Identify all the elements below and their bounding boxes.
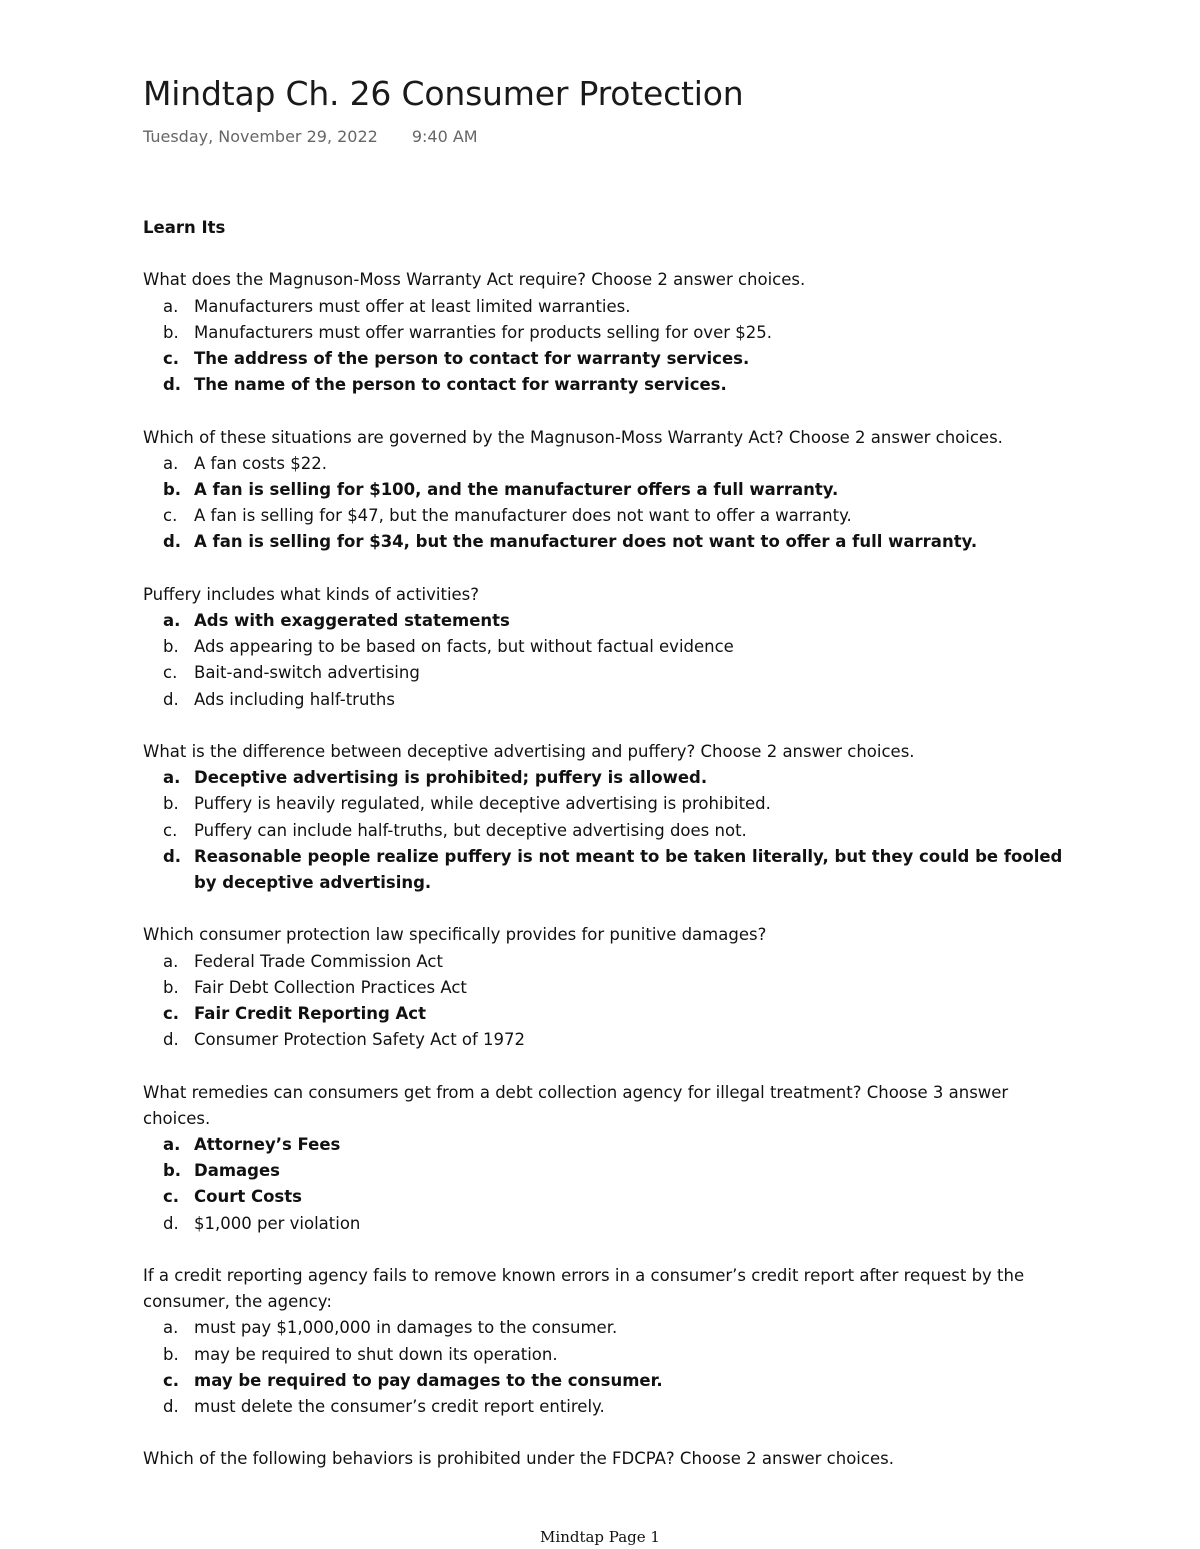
answer-option-correct xyxy=(143,1184,1063,1210)
spacer xyxy=(143,398,1063,424)
option-text: Manufacturers must offer warranties for products selling for over $25. xyxy=(194,322,772,342)
option-text: Manufacturers must offer at least limited warranties. xyxy=(194,296,631,316)
option-letter: d. xyxy=(163,846,182,866)
option-text: A fan is selling for $47, but the manufacturer does not want to offer a warranty. xyxy=(194,506,852,526)
option-text: Ads with exaggerated statements xyxy=(194,610,510,630)
option-letter: d. xyxy=(163,1397,179,1417)
answer-option-correct xyxy=(143,1132,1063,1158)
answer-option xyxy=(143,949,1063,975)
answer-option xyxy=(143,818,1063,844)
option-letter: a. xyxy=(163,296,179,316)
note-date: Tuesday, November 29, 2022 xyxy=(143,127,378,146)
answer-options xyxy=(143,949,1063,1054)
option-text: The name of the person to contact for warranty services. xyxy=(194,375,727,395)
answer-option xyxy=(143,1394,1063,1420)
option-text: Deceptive advertising is prohibited; puffery is allowed. xyxy=(194,768,708,788)
option-text: $1,000 per violation xyxy=(194,1213,361,1233)
spacer xyxy=(143,556,1063,582)
option-text: Attorney’s Fees xyxy=(194,1135,341,1154)
option-text: Damages xyxy=(194,1161,280,1181)
spacer xyxy=(143,1053,1063,1079)
option-text: Ads including half-truths xyxy=(194,689,395,709)
answer-option xyxy=(143,634,1063,660)
question-block xyxy=(143,582,1063,739)
option-letter: c. xyxy=(163,663,178,683)
option-text: must pay $1,000,000 in damages to the consumer. xyxy=(194,1318,618,1338)
option-letter: a. xyxy=(163,453,179,473)
option-text: Puffery can include half-truths, but deceptive advertising does not. xyxy=(194,820,747,840)
answer-options xyxy=(143,765,1063,896)
question-list xyxy=(143,267,1063,1472)
option-letter: b. xyxy=(163,794,179,814)
answer-option-correct xyxy=(143,844,1063,896)
option-letter: a. xyxy=(163,610,181,630)
answer-option-correct xyxy=(143,608,1063,634)
answer-option xyxy=(143,660,1063,686)
answer-option xyxy=(143,687,1063,713)
option-text: Reasonable people realize puffery is not meant to be taken literally, but they could be fooled by deceptive advertising. xyxy=(194,846,1063,892)
question-block xyxy=(143,1080,1063,1263)
option-letter: b. xyxy=(163,322,179,342)
option-letter: d. xyxy=(163,689,179,709)
question-block xyxy=(143,1446,1063,1472)
answer-option xyxy=(143,791,1063,817)
option-text: Court Costs xyxy=(194,1187,302,1207)
section-heading: Learn Its xyxy=(143,218,226,237)
option-text: Consumer Protection Safety Act of 1972 xyxy=(194,1030,526,1050)
answer-option xyxy=(143,294,1063,320)
answer-option xyxy=(143,1027,1063,1053)
answer-options xyxy=(143,294,1063,399)
question-text: Which of the following behaviors is prohibited under the FDCPA? Choose 2 answer choices. xyxy=(143,1449,894,1469)
option-letter: a. xyxy=(163,951,179,971)
option-letter: d. xyxy=(163,1213,179,1233)
spacer xyxy=(143,1420,1063,1446)
option-letter: b. xyxy=(163,637,179,657)
option-letter: c. xyxy=(163,1370,180,1390)
question-text: What is the difference between deceptive advertising and puffery? Choose 2 answer choices. xyxy=(143,741,915,761)
answer-option-correct xyxy=(143,372,1063,398)
option-text: Bait-and-switch advertising xyxy=(194,663,420,683)
answer-option xyxy=(143,1211,1063,1237)
note-time: 9:40 AM xyxy=(411,127,478,146)
option-text: Fair Credit Reporting Act xyxy=(194,1004,426,1023)
option-letter: a. xyxy=(163,1135,181,1154)
answer-option-correct xyxy=(143,477,1063,503)
option-letter: d. xyxy=(163,375,182,395)
spacer xyxy=(143,241,1063,267)
question-block xyxy=(143,1263,1063,1446)
page-title: Mindtap Ch. 26 Consumer Protection xyxy=(143,74,744,113)
note-timestamp xyxy=(143,127,478,146)
option-letter: c. xyxy=(163,1187,180,1207)
answer-options xyxy=(143,1315,1063,1420)
option-text: Federal Trade Commission Act xyxy=(194,951,443,971)
option-letter: d. xyxy=(163,532,182,552)
question-block xyxy=(143,267,1063,424)
question-text: What does the Magnuson-Moss Warranty Act require? Choose 2 answer choices. xyxy=(143,270,806,290)
option-text: The address of the person to contact for warranty services. xyxy=(194,348,750,368)
answer-option xyxy=(143,503,1063,529)
option-letter: c. xyxy=(163,506,178,526)
page-footer: Mindtap Page 1 xyxy=(540,1528,660,1546)
question-block xyxy=(143,425,1063,582)
answer-option xyxy=(143,975,1063,1001)
question-text: Which of these situations are governed by the Magnuson-Moss Warranty Act? Choose 2 answer choices. xyxy=(143,427,1003,447)
option-text: A fan is selling for $34, but the manufacturer does not want to offer a full warranty. xyxy=(194,532,978,552)
note-body xyxy=(143,215,1063,1473)
option-text: Fair Debt Collection Practices Act xyxy=(194,977,467,997)
spacer xyxy=(143,1237,1063,1263)
spacer xyxy=(143,713,1063,739)
option-letter: a. xyxy=(163,768,181,788)
answer-option-correct xyxy=(143,765,1063,791)
question-block xyxy=(143,739,1063,922)
answer-option xyxy=(143,1315,1063,1341)
answer-option-correct xyxy=(143,1001,1063,1027)
answer-option-correct xyxy=(143,1368,1063,1394)
answer-option xyxy=(143,320,1063,346)
option-text: Puffery is heavily regulated, while deceptive advertising is prohibited. xyxy=(194,794,771,814)
option-letter: b. xyxy=(163,1161,182,1181)
question-text: If a credit reporting agency fails to remove known errors in a consumer’s credit report after request by the consumer, the agency: xyxy=(143,1266,1025,1312)
answer-option-correct xyxy=(143,1158,1063,1184)
option-letter: b. xyxy=(163,479,182,499)
option-letter: b. xyxy=(163,977,179,997)
answer-option xyxy=(143,1342,1063,1368)
option-letter: c. xyxy=(163,348,180,368)
option-letter: d. xyxy=(163,1030,179,1050)
option-text: may be required to shut down its operation. xyxy=(194,1344,558,1364)
option-text: A fan is selling for $100, and the manufacturer offers a full warranty. xyxy=(194,479,839,499)
option-letter: c. xyxy=(163,820,178,840)
answer-options xyxy=(143,451,1063,556)
question-text: Which consumer protection law specifically provides for punitive damages? xyxy=(143,925,767,945)
answer-options xyxy=(143,608,1063,713)
option-text: must delete the consumer’s credit report entirely. xyxy=(194,1397,605,1417)
option-letter: a. xyxy=(163,1318,179,1338)
answer-option-correct xyxy=(143,346,1063,372)
answer-options xyxy=(143,1132,1063,1237)
answer-option-correct xyxy=(143,529,1063,555)
question-text: Puffery includes what kinds of activities? xyxy=(143,584,480,604)
answer-option xyxy=(143,451,1063,477)
question-block xyxy=(143,922,1063,1079)
option-text: A fan costs $22. xyxy=(194,453,327,473)
option-letter: c. xyxy=(163,1004,180,1023)
spacer xyxy=(143,896,1063,922)
question-text: What remedies can consumers get from a debt collection agency for illegal treatment? Choose 3 answer choices. xyxy=(143,1082,1009,1128)
option-letter: b. xyxy=(163,1344,179,1364)
option-text: Ads appearing to be based on facts, but without factual evidence xyxy=(194,637,734,657)
option-text: may be required to pay damages to the consumer. xyxy=(194,1370,663,1390)
